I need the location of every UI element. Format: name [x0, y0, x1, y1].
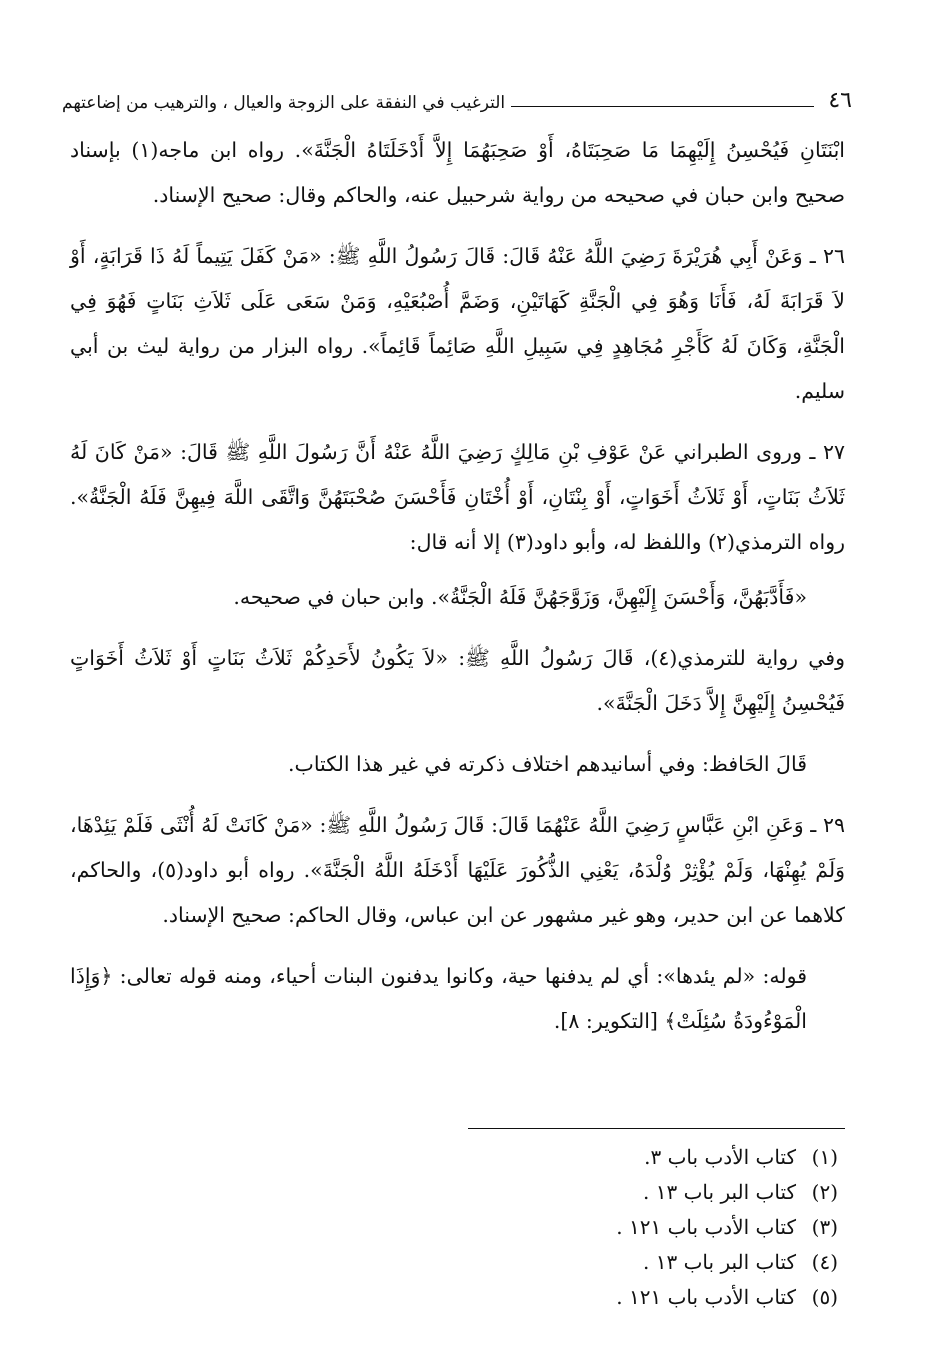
footnote-text: كتاب الأدب باب ١٢١ . — [616, 1215, 796, 1239]
hadith-29: ٢٩ ـ وَعَنِ ابْنِ عَبَّاسٍ رَضِيَ اللَّهُ عَنْهُمَا قَالَ: قَالَ رَسُولُ اللَّهِ ﷺ: «مَنْ كَانَتْ لَهُ أُنْثَى فَلَمْ يَئِدْهَا، وَلَمْ يُهِنْهَا، وَلَمْ يُؤْثِرْ وُلْدَهُ، يَعْنِي الذُّكُورَ عَلَيْهَا أَدْخَلَهُ اللَّهُ الْجَنَّةَ». رواه أبو داود(٥)، والحاكم، كلاهما عن ابن حدير، وهو غير مشهور عن ابن عباس، وقال الحاكم: صحيح الإسناد. — [70, 813, 845, 927]
footnote-item — [458, 1245, 838, 1280]
hafiz-note: قَالَ الحَافظ: وفي أسانيدهم اختلاف ذكرته في غير هذا الكتاب. — [288, 752, 807, 776]
hadith-27: ٢٧ ـ وروى الطبراني عَنْ عَوْفِ بْنِ مَالِكٍ رَضِيَ اللَّهُ عَنْهُ أَنَّ رَسُولَ اللَّهِ ﷺ قَالَ: «مَنْ كَانَ لَهُ ثَلاَثُ بَنَاتٍ، أَوْ ثَلاَثُ أَخَوَاتٍ، أَوْ بِنْتَانِ، أَوْ أُخْتَانِ فَأَحْسَنَ صُحْبَتَهُنَّ وَاتَّقَى اللَّهَ فِيهِنَّ فَلَهُ الْجَنَّةُ». رواه الترمذي(٢) واللفظ له، وأبو داود(٣) إلا أنه قال: — [70, 440, 846, 554]
tirmidhi-narration: وفي رواية للترمذي(٤)، قَالَ رَسُولُ اللَّهِ ﷺ: «لاَ يَكُونُ لأَحَدِكُمْ ثَلاَثُ بَنَاتٍ أَوْ ثَلاَثُ أَخَوَاتٍ فَيُحْسِنُ إِلَيْهِنَّ إِلاَّ دَخَلَ الْجَنَّةَ». — [70, 646, 845, 715]
footnote-text: كتاب البر باب ١٣ . — [643, 1180, 796, 1204]
main-text — [70, 128, 845, 1060]
footnote-number: (١) — [811, 1145, 838, 1169]
footnote-text: كتاب الأدب باب ٣. — [644, 1145, 796, 1169]
footnote-number: (٥) — [811, 1285, 838, 1309]
footnote-number: (٢) — [811, 1180, 838, 1204]
page-header — [62, 82, 852, 112]
footnote-item — [458, 1210, 838, 1245]
footnote-number: (٣) — [811, 1215, 838, 1239]
running-title: الترغيب في النفقة على الزوجة والعيال ، والترهيب من إضاعتهم — [62, 93, 506, 113]
footnote-item — [458, 1140, 838, 1175]
footnotes-list — [458, 1140, 838, 1315]
footnote-item — [458, 1175, 838, 1210]
footnote-number: (٤) — [811, 1250, 838, 1274]
page-number: ٤٦ — [828, 88, 852, 113]
footnote-text: كتاب البر باب ١٣ . — [643, 1250, 796, 1274]
footnote-text: كتاب الأدب باب ١٢١ . — [616, 1285, 796, 1309]
header-rule — [511, 106, 814, 107]
footnote-item — [458, 1280, 838, 1315]
paragraph-continuation: ابْنَتَانِ فَيُحْسِنُ إِلَيْهِمَا مَا صَحِبَتَاهُ، أَوْ صَحِبَهُمَا إِلاَّ أَدْخَلَتَاهُ الْجَنَّةَ». رواه ابن ماجه(١) بإسناد صحيح وابن حبان في صحيحه من رواية شرحبيل عنه، والحاكم وقال: صحيح الإسناد. — [70, 138, 845, 207]
footnote-separator — [468, 1128, 845, 1129]
hadith-27-variant: «فَأَدَّبَهُنَّ، وَأَحْسَنَ إِلَيْهِنَّ، وَزَوَّجَهُنَّ فَلَهُ الْجَنَّةُ». وابن حبان في صحيحه. — [233, 585, 807, 609]
explanation-note: قوله: «لم يئدها»: أي لم يدفنها حية، وكانوا يدفنون البنات أحياء، ومنه قوله تعالى: ﴿وَإِذَا الْمَوْءُودَةُ سُئِلَتْ﴾ [التكوير: ٨]. — [70, 964, 807, 1033]
hadith-26: ٢٦ ـ وَعَنْ أَبِي هُرَيْرَةَ رَضِيَ اللَّهُ عَنْهُ قَالَ: قَالَ رَسُولُ اللَّهِ ﷺ: «مَنْ كَفَلَ يَتِيماً لَهُ ذَا قَرَابَةٍ، أَوْ لاَ قَرَابَةَ لَهُ، فَأَنَا وَهُوَ فِي الْجَنَّةِ كَهَاتَيْنِ، وَضَمَّ أُصْبُعَيْهِ، وَمَنْ سَعَى عَلَى ثَلاَثِ بَنَاتٍ فَهُوَ فِي الْجَنَّةِ، وَكَانَ لَهُ كَأَجْرِ مُجَاهِدٍ فِي سَبِيلِ اللَّهِ صَائِماً قَائِماً». رواه البزار من رواية ليث بن أبي سليم. — [70, 244, 845, 403]
